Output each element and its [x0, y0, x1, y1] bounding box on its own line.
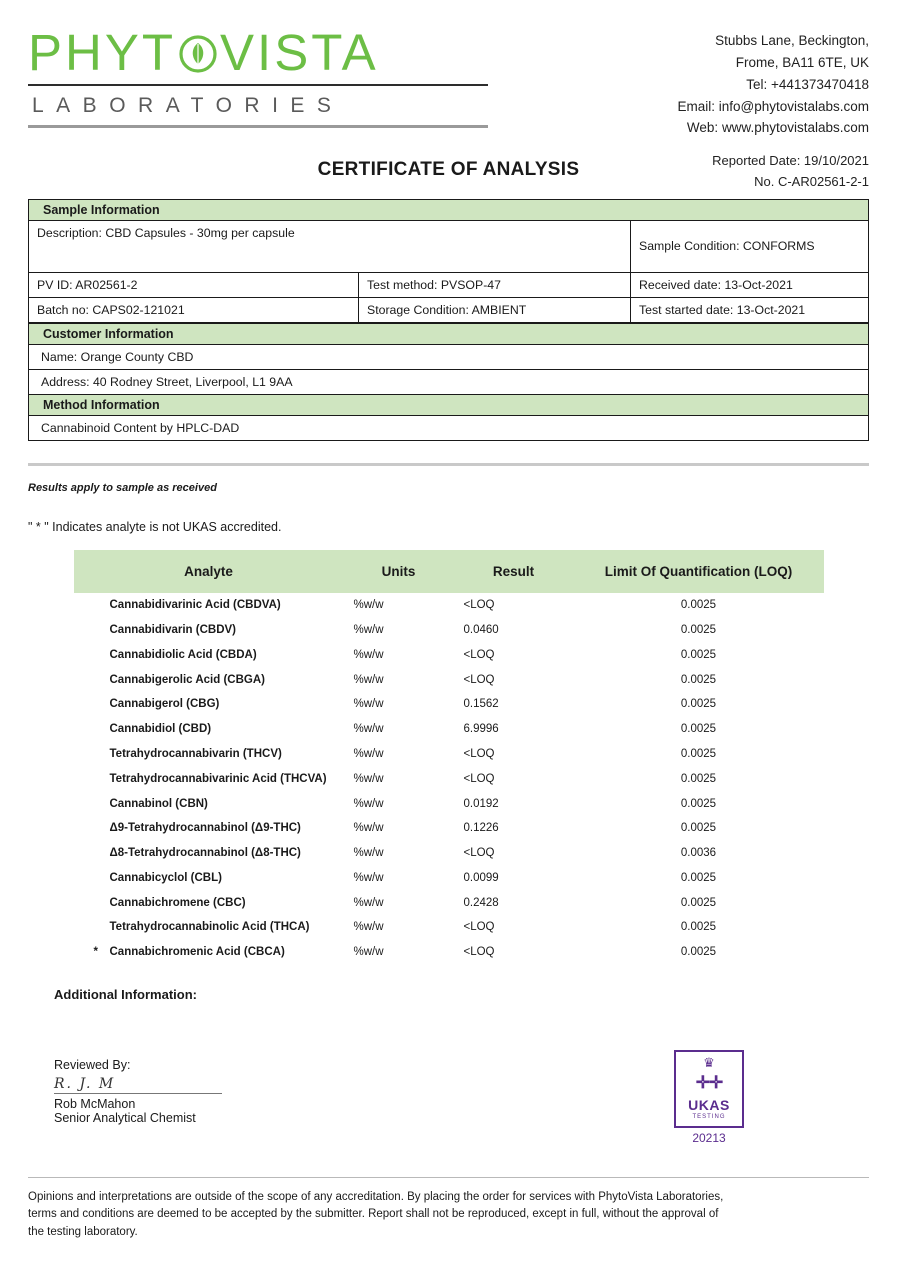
table-row	[74, 742, 824, 767]
results-body	[74, 593, 824, 965]
analyte-name: Cannabigerolic Acid (CBGA)	[109, 673, 265, 686]
analyte-loq: 0.0025	[680, 723, 717, 736]
ukas-crown-icon: ♛	[703, 1054, 715, 1070]
analyte-result: <LOQ	[463, 847, 495, 860]
customer-name: Name: Orange County CBD	[41, 349, 194, 364]
brand-divider-top	[28, 84, 488, 86]
analyte-name: Tetrahydrocannabivarin (THCV)	[109, 747, 282, 760]
analyte-result: <LOQ	[463, 673, 495, 686]
table-row	[74, 816, 824, 841]
brand-subtitle: LABORATORIES	[32, 93, 344, 117]
sample-condition: Sample Condition: CONFORMS	[639, 239, 815, 254]
sample-description-row	[29, 221, 868, 273]
analyte-units: %w/w	[353, 648, 384, 661]
analyte-result: <LOQ	[463, 747, 495, 760]
footer-line-2: terms and conditions are deemed to be accepted by the submitter. Report shall not be reproduced, except in full, without the approval of	[28, 1208, 719, 1221]
analyte-loq: 0.0025	[680, 921, 717, 934]
ukas-testing-label: TESTING	[692, 1113, 726, 1120]
analyte-name: Cannabigerol (CBG)	[109, 698, 220, 711]
analyte-result: <LOQ	[463, 599, 495, 612]
reported-date: Reported Date: 19/10/2021	[712, 153, 869, 169]
analyte-loq: 0.0025	[680, 624, 717, 637]
results-apply-note: Results apply to sample as received	[28, 481, 217, 494]
analyte-units: %w/w	[353, 847, 384, 860]
lab-contact-block	[677, 26, 869, 139]
ukas-logo-icon	[674, 1050, 744, 1128]
reviewer-name: Rob McMahon	[54, 1096, 136, 1111]
analyte-result: 0.0099	[463, 871, 499, 884]
analyte-loq: 0.0025	[680, 747, 717, 760]
table-row	[74, 915, 824, 940]
analyte-name: Cannabicyclol (CBL)	[109, 871, 222, 884]
storage-condition: Storage Condition: AMBIENT	[359, 298, 631, 322]
analyte-name: Cannabinol (CBN)	[109, 797, 208, 810]
signature-area	[28, 1054, 869, 1178]
contact-address-line2: Frome, BA11 6TE, UK	[735, 54, 869, 70]
ukas-star-note: " * " Indicates analyte is not UKAS accredited.	[28, 519, 282, 534]
sample-information-band: Sample Information	[29, 200, 868, 221]
section-divider	[28, 463, 869, 466]
sample-description: Description: CBD Capsules - 30mg per capsule	[29, 221, 631, 272]
table-row	[74, 841, 824, 866]
customer-address-row	[29, 370, 868, 395]
analyte-units: %w/w	[353, 624, 384, 637]
table-row	[74, 865, 824, 890]
analyte-loq: 0.0025	[680, 673, 717, 686]
analyte-loq: 0.0025	[680, 648, 717, 661]
analyte-loq: 0.0025	[680, 946, 717, 959]
contact-address-line1: Stubbs Lane, Beckington,	[715, 33, 869, 48]
contact-email: Email: info@phytovistalabs.com	[677, 98, 869, 114]
header-result: Result	[454, 550, 574, 593]
analyte-name: Cannabidivarin (CBDV)	[109, 624, 237, 637]
analyte-units: %w/w	[353, 822, 384, 835]
test-started-date: Test started date: 13-Oct-2021	[639, 302, 806, 317]
table-row	[74, 717, 824, 742]
test-method: Test method: PVSOP-47	[359, 273, 631, 297]
ukas-symbol-icon: ✛✛	[695, 1072, 723, 1092]
analyte-name: Cannabichromene (CBC)	[109, 896, 246, 909]
table-row	[74, 692, 824, 717]
analyte-result: 6.9996	[463, 723, 499, 736]
header-analyte: Analyte	[74, 550, 344, 593]
reviewer-role: Senior Analytical Chemist	[54, 1110, 196, 1125]
method-description: Cannabinoid Content by HPLC-DAD	[41, 420, 240, 435]
analyte-units: %w/w	[353, 599, 384, 612]
analyte-result: <LOQ	[463, 648, 495, 661]
analyte-units: %w/w	[353, 871, 384, 884]
brand-name-part1: PHYT	[28, 24, 177, 81]
analyte-loq: 0.0025	[680, 896, 717, 909]
results-header-row	[74, 550, 824, 593]
sample-row-batch	[29, 298, 868, 323]
batch-no: Batch no: CAPS02-121021	[29, 298, 359, 322]
received-date: Received date: 13-Oct-2021	[639, 277, 793, 292]
reviewed-by-label: Reviewed By:	[54, 1057, 131, 1072]
footer-line-3: the testing laboratory.	[28, 1226, 138, 1239]
sample-row-pvid	[29, 273, 868, 298]
ukas-number: 20213	[692, 1130, 726, 1145]
analyte-name: Cannabidiolic Acid (CBDA)	[109, 648, 257, 661]
analyte-loq: 0.0025	[680, 797, 717, 810]
results-table	[74, 550, 824, 965]
ukas-name: UKAS	[688, 1096, 730, 1113]
analyte-name: Tetrahydrocannabinolic Acid (THCA)	[109, 921, 310, 934]
customer-information-band: Customer Information	[29, 323, 868, 345]
brand-name-part2: VISTA	[220, 24, 379, 81]
analyte-name: Cannabidiol (CBD)	[109, 723, 212, 736]
analyte-name: Δ9-Tetrahydrocannabinol (Δ9-THC)	[109, 822, 301, 835]
contact-web: Web: www.phytovistalabs.com	[686, 120, 869, 136]
star-marker: *	[93, 946, 98, 959]
analyte-result: 0.0192	[463, 797, 499, 810]
analyte-units: %w/w	[353, 797, 384, 810]
method-row	[29, 416, 868, 440]
contact-tel: Tel: +441373470418	[746, 76, 869, 92]
leaf-in-o-icon	[177, 32, 219, 74]
analyte-result: <LOQ	[463, 772, 495, 785]
table-row	[74, 618, 824, 643]
footer-divider	[28, 1177, 869, 1178]
method-information-band: Method Information	[29, 395, 868, 416]
analyte-result: 0.0460	[463, 624, 499, 637]
brand-divider-bottom	[28, 125, 488, 128]
report-number: No. C-AR02561-2-1	[754, 174, 869, 190]
analyte-loq: 0.0025	[680, 599, 717, 612]
document-header	[28, 0, 869, 139]
table-row	[74, 642, 824, 667]
analyte-loq: 0.0025	[680, 822, 717, 835]
table-row	[74, 890, 824, 915]
analyte-result: <LOQ	[463, 946, 495, 959]
analyte-units: %w/w	[353, 772, 384, 785]
header-units: Units	[344, 550, 454, 593]
analyte-name: Cannabidivarinic Acid (CBDVA)	[109, 599, 281, 612]
pv-id: PV ID: AR02561-2	[29, 273, 359, 297]
brand-logo	[28, 26, 488, 128]
page-title: CERTIFICATE OF ANALYSIS	[317, 158, 580, 180]
analyte-result: 0.2428	[463, 896, 499, 909]
table-row	[74, 791, 824, 816]
footer-line-1: Opinions and interpretations are outside of the scope of any accreditation. By placing the order for services with PhytoVista Laboratories,	[28, 1190, 724, 1203]
analyte-units: %w/w	[353, 698, 384, 711]
analyte-name: Cannabichromenic Acid (CBCA)	[109, 946, 285, 959]
analyte-name: Δ8-Tetrahydrocannabinol (Δ8-THC)	[109, 847, 301, 860]
signature-line	[54, 1093, 222, 1094]
analyte-result: <LOQ	[463, 921, 495, 934]
table-row	[74, 940, 824, 965]
analyte-units: %w/w	[353, 946, 384, 959]
analyte-units: %w/w	[353, 747, 384, 760]
analyte-units: %w/w	[353, 896, 384, 909]
analyte-loq: 0.0025	[680, 698, 717, 711]
analyte-units: %w/w	[353, 921, 384, 934]
analyte-name: Tetrahydrocannabivarinic Acid (THCVA)	[109, 772, 327, 785]
customer-name-row	[29, 345, 868, 370]
additional-information-label: Additional Information:	[54, 986, 197, 1002]
table-row	[74, 667, 824, 692]
analyte-loq: 0.0036	[680, 847, 717, 860]
table-row	[74, 766, 824, 791]
customer-address: Address: 40 Rodney Street, Liverpool, L1 9AA	[41, 374, 293, 389]
table-row	[74, 593, 824, 618]
analyte-loq: 0.0025	[680, 871, 717, 884]
information-tables	[28, 199, 869, 441]
analyte-result: 0.1562	[463, 698, 499, 711]
signature-mark: R. J. M	[54, 1075, 116, 1092]
ukas-accreditation-mark	[669, 1050, 749, 1145]
analyte-loq: 0.0025	[680, 772, 717, 785]
analyte-units: %w/w	[353, 723, 384, 736]
analyte-units: %w/w	[353, 673, 384, 686]
analyte-result: 0.1226	[463, 822, 499, 835]
footer-disclaimer	[28, 1189, 869, 1242]
brand-wordmark	[28, 26, 488, 80]
header-loq: Limit Of Quantification (LOQ)	[574, 550, 824, 593]
